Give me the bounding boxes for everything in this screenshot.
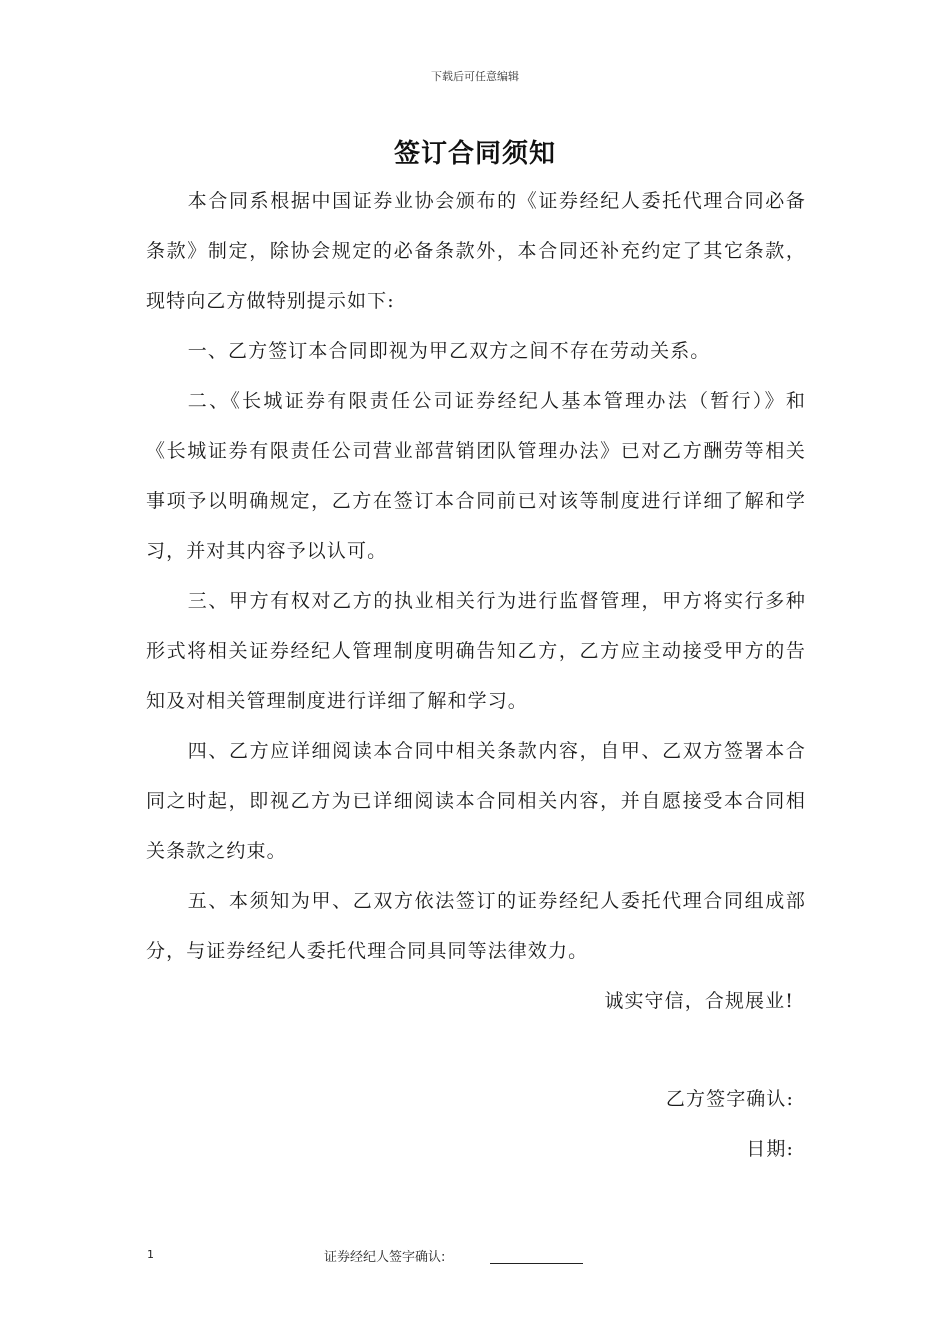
clause-4: 四、乙方应详细阅读本合同中相关条款内容，自甲、乙双方签署本合同之时起，即视乙方为已详细阅读本合同相关内容，并自愿接受本合同相关条款之约束。 (146, 740, 806, 862)
clause-3: 三、甲方有权对乙方的执业相关行为进行监督管理，甲方将实行多种形式将相关证券经纪人管理制度明确告知乙方，乙方应主动接受甲方的告知及对相关管理制度进行详细了解和学习。 (146, 590, 806, 712)
page-footer (0, 1246, 950, 1270)
document-body (146, 176, 806, 976)
clause-1: 一、乙方签订本合同即视为甲乙双方之间不存在劳动关系。 (187, 340, 711, 362)
header-note: 下载后可任意编辑 (431, 70, 519, 83)
date-label: 日期: (746, 1138, 794, 1160)
signature-blank-line (490, 1263, 583, 1264)
intro-paragraph: 本合同系根据中国证券业协会颁布的《证券经纪人委托代理合同必备条款》制定，除协会规定的必备条款外，本合同还补充约定了其它条款，现特向乙方做特别提示如下: (146, 190, 806, 312)
page-number: 1 (147, 1248, 154, 1261)
broker-signature-label: 证券经纪人签字确认: (324, 1250, 446, 1265)
clause-2: 二、《长城证券有限责任公司证券经纪人基本管理办法（暂行）》和《长城证券有限责任公司营业部营销团队管理办法》已对乙方酬劳等相关事项予以明确规定，乙方在签订本合同前已对该等制度进行详细了解和学习，并对其内容予以认可。 (146, 390, 806, 562)
document-title: 签订合同须知 (393, 139, 556, 169)
motto: 诚实守信，合规展业! (604, 990, 794, 1012)
clause-5: 五、本须知为甲、乙双方依法签订的证券经纪人委托代理合同组成部分，与证券经纪人委托代理合同具同等法律效力。 (146, 890, 806, 962)
party-b-signature-label: 乙方签字确认: (665, 1088, 794, 1110)
